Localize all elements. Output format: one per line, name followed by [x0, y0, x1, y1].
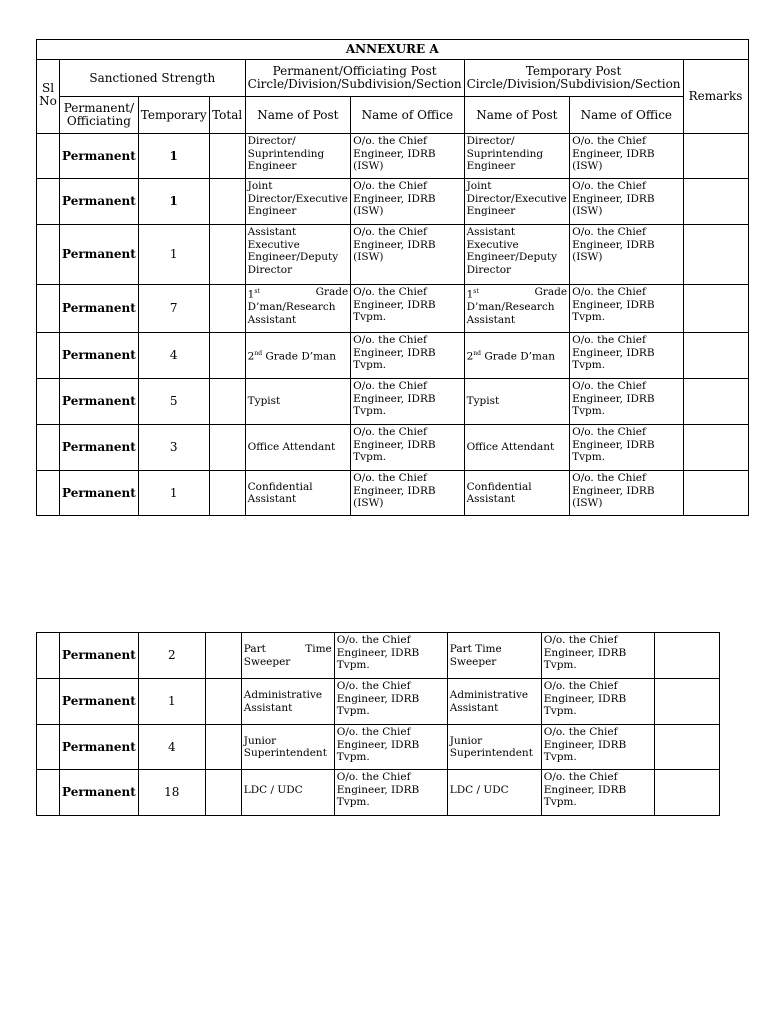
office-cell-temp: O/o. the Chief Engineer, IDRB (ISW) [570, 134, 683, 179]
post-cell: Joint Director/Executive Engineer [245, 179, 351, 225]
office-cell: O/o. the Chief Engineer, IDRB (ISW) [351, 225, 464, 285]
status-cell: Permanent [60, 134, 139, 179]
table-row [37, 425, 749, 471]
post-cell-temp: Confidential Assistant [464, 471, 570, 516]
table-row [37, 679, 720, 725]
office-cell-temp: O/o. the Chief Engineer, IDRB (ISW) [570, 471, 683, 516]
table-row [37, 134, 749, 179]
status-cell: Permanent [60, 425, 139, 471]
post-cell-temp: Assistant Executive Engineer/Deputy Director [464, 225, 570, 285]
post-cell: Assistant Executive Engineer/Deputy Director [245, 225, 351, 285]
post-cell-temp: Junior Superintendent [447, 725, 541, 770]
table-row [37, 471, 749, 516]
post-cell-temp: Office Attendant [464, 425, 570, 471]
post-cell: Confidential Assistant [245, 471, 351, 516]
status-cell: Permanent [60, 285, 139, 333]
header-sl-no: Sl No [37, 60, 60, 134]
header-temporary: Temporary [138, 97, 209, 134]
header-remarks: Remarks [683, 60, 748, 134]
count-cell: 2 [138, 633, 205, 679]
table-row [37, 285, 749, 333]
annexure-table [36, 39, 749, 516]
post-cell-temp: 1st Grade D’man/Research Assistant [464, 285, 570, 333]
office-cell-temp: O/o. the Chief Engineer, IDRB Tvpm. [541, 725, 654, 770]
office-cell-temp: O/o. the Chief Engineer, IDRB Tvpm. [541, 633, 654, 679]
status-cell: Permanent [60, 225, 139, 285]
table-row [37, 225, 749, 285]
header-name-of-office: Name of Office [351, 97, 464, 134]
header-name-of-post: Name of Post [245, 97, 351, 134]
header-permanent-officiating: Permanent/ Officiating [60, 97, 139, 134]
count-cell: 3 [138, 425, 209, 471]
table-row [37, 725, 720, 770]
header-name-of-office-temp: Name of Office [570, 97, 683, 134]
status-cell: Permanent [60, 179, 139, 225]
office-cell-temp: O/o. the Chief Engineer, IDRB Tvpm. [570, 333, 683, 379]
status-cell: Permanent [60, 770, 139, 816]
office-cell: O/o. the Chief Engineer, IDRB Tvpm. [334, 770, 447, 816]
office-cell: O/o. the Chief Engineer, IDRB Tvpm. [351, 285, 464, 333]
table-title: ANNEXURE A [37, 40, 749, 60]
office-cell: O/o. the Chief Engineer, IDRB (ISW) [351, 179, 464, 225]
post-cell-temp: Joint Director/Executive Engineer [464, 179, 570, 225]
count-cell: 4 [138, 333, 209, 379]
header-name-of-post-temp: Name of Post [464, 97, 570, 134]
post-cell: 2nd Grade D’man [245, 333, 351, 379]
count-cell: 5 [138, 379, 209, 425]
status-cell: Permanent [60, 379, 139, 425]
status-cell: Permanent [60, 633, 139, 679]
office-cell-temp: O/o. the Chief Engineer, IDRB Tvpm. [541, 679, 654, 725]
post-cell-temp: LDC / UDC [447, 770, 541, 816]
count-cell: 1 [138, 179, 209, 225]
count-cell: 1 [138, 471, 209, 516]
office-cell-temp: O/o. the Chief Engineer, IDRB Tvpm. [570, 425, 683, 471]
post-cell-temp: 2nd Grade D’man [464, 333, 570, 379]
office-cell: O/o. the Chief Engineer, IDRB Tvpm. [351, 425, 464, 471]
post-cell: Director/ Suprintending Engineer [245, 134, 351, 179]
office-cell-temp: O/o. the Chief Engineer, IDRB (ISW) [570, 225, 683, 285]
post-cell: Typist [245, 379, 351, 425]
office-cell-temp: O/o. the Chief Engineer, IDRB Tvpm. [570, 379, 683, 425]
office-cell-temp: O/o. the Chief Engineer, IDRB Tvpm. [541, 770, 654, 816]
post-cell: LDC / UDC [241, 770, 334, 816]
office-cell: O/o. the Chief Engineer, IDRB Tvpm. [334, 725, 447, 770]
office-cell-temp: O/o. the Chief Engineer, IDRB (ISW) [570, 179, 683, 225]
header-total: Total [209, 97, 245, 134]
count-cell: 1 [138, 679, 205, 725]
post-cell-temp: Typist [464, 379, 570, 425]
office-cell: O/o. the Chief Engineer, IDRB (ISW) [351, 134, 464, 179]
post-cell: Office Attendant [245, 425, 351, 471]
annexure-table-continued [36, 632, 720, 816]
count-cell: 7 [138, 285, 209, 333]
post-cell: Administrative Assistant [241, 679, 334, 725]
count-cell: 1 [138, 225, 209, 285]
office-cell: O/o. the Chief Engineer, IDRB Tvpm. [334, 633, 447, 679]
header-temporary-post: Temporary Post Circle/Division/Subdivision/Section [464, 60, 683, 97]
count-cell: 4 [138, 725, 205, 770]
post-cell-temp: Part Time Sweeper [447, 633, 541, 679]
table-row [37, 379, 749, 425]
header-sanctioned-strength: Sanctioned Strength [60, 60, 246, 97]
table-row [37, 333, 749, 379]
office-cell: O/o. the Chief Engineer, IDRB Tvpm. [334, 679, 447, 725]
office-cell: O/o. the Chief Engineer, IDRB Tvpm. [351, 333, 464, 379]
post-cell: 1st Grade D’man/Research Assistant [245, 285, 351, 333]
table-row [37, 770, 720, 816]
status-cell: Permanent [60, 471, 139, 516]
post-cell: Junior Superintendent [241, 725, 334, 770]
office-cell: O/o. the Chief Engineer, IDRB Tvpm. [351, 379, 464, 425]
status-cell: Permanent [60, 725, 139, 770]
office-cell-temp: O/o. the Chief Engineer, IDRB Tvpm. [570, 285, 683, 333]
post-cell-temp: Administrative Assistant [447, 679, 541, 725]
header-permanent-post: Permanent/Officiating Post Circle/Division/Subdivision/Section [245, 60, 464, 97]
post-cell: Part Time Sweeper [241, 633, 334, 679]
count-cell: 1 [138, 134, 209, 179]
count-cell: 18 [138, 770, 205, 816]
status-cell: Permanent [60, 333, 139, 379]
table-row [37, 179, 749, 225]
table-row [37, 633, 720, 679]
status-cell: Permanent [60, 679, 139, 725]
office-cell: O/o. the Chief Engineer, IDRB (ISW) [351, 471, 464, 516]
post-cell-temp: Director/ Suprintending Engineer [464, 134, 570, 179]
